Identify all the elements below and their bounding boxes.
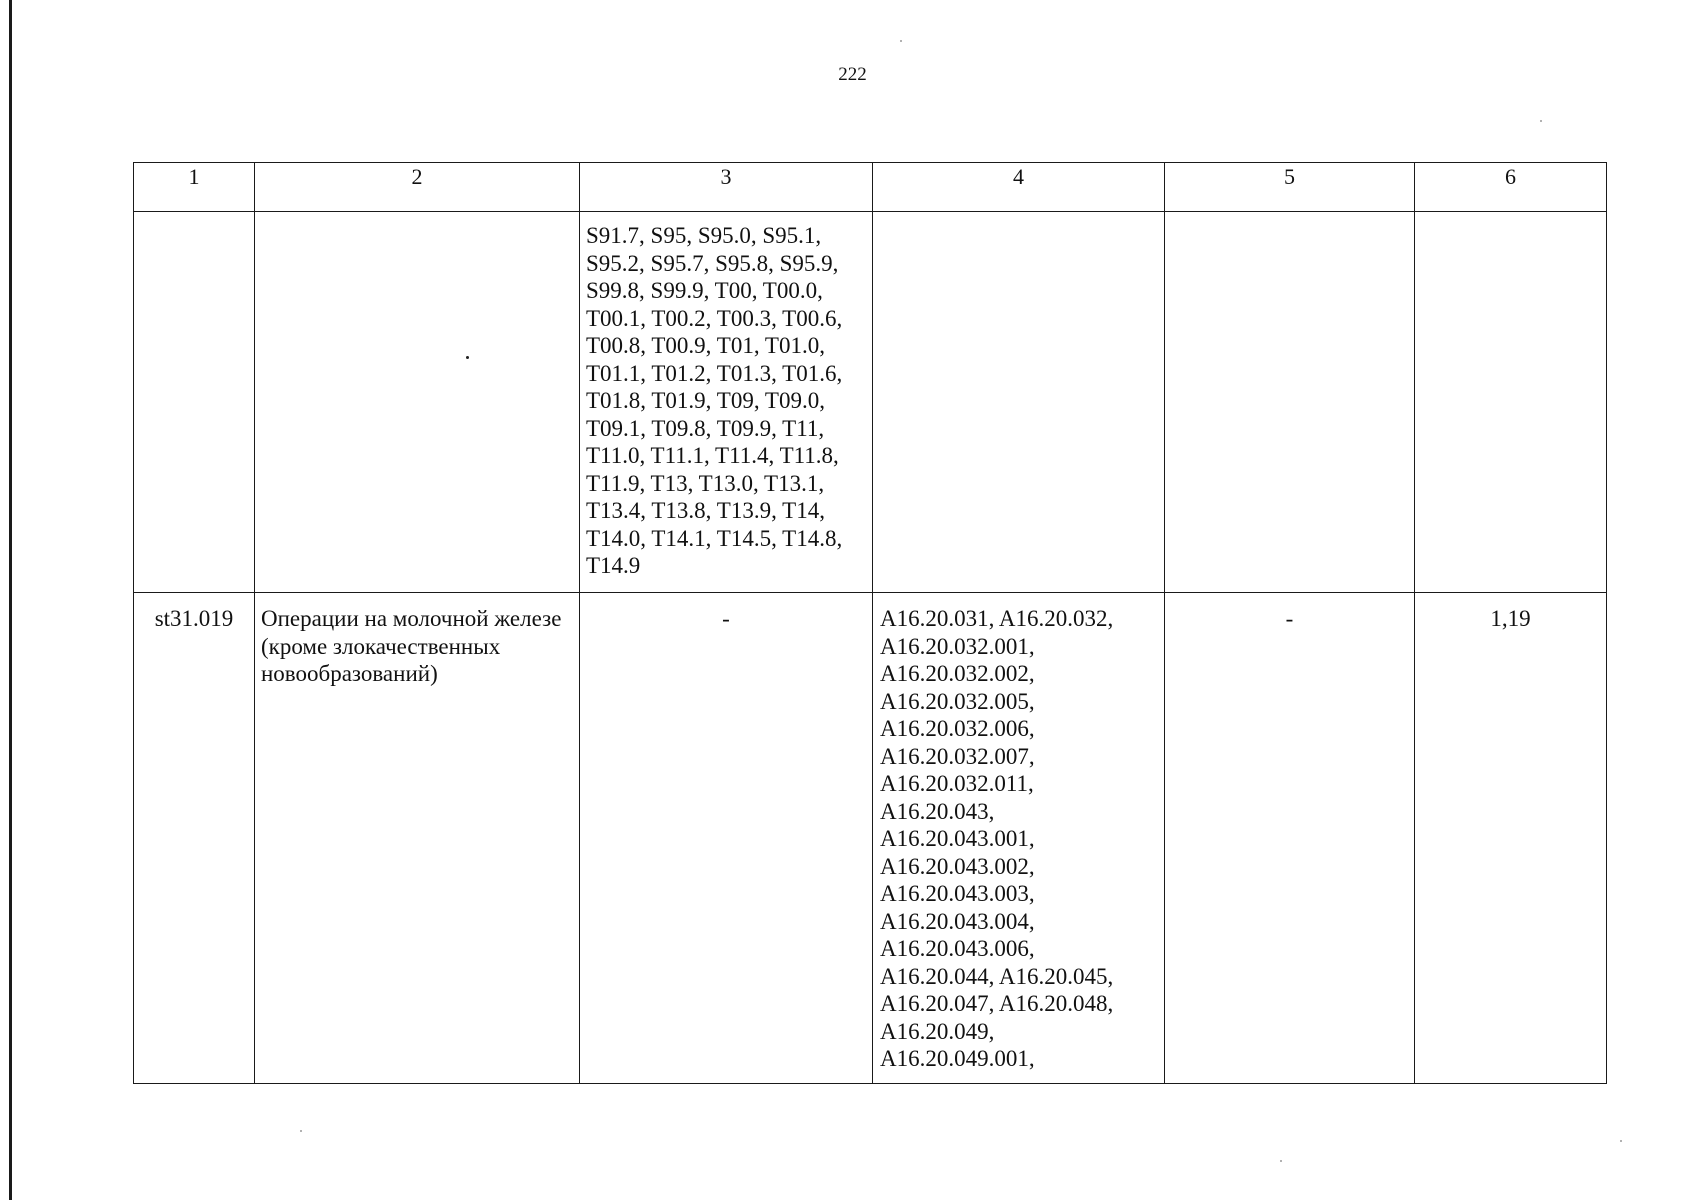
scan-speckle (1620, 1140, 1622, 1142)
column-header-2: 2 (255, 163, 580, 212)
table-cell-coefficient (1415, 212, 1607, 593)
table-header-row (134, 163, 1607, 212)
column-header-3: 3 (580, 163, 873, 212)
table-cell-col5: - (1165, 593, 1415, 1084)
scan-speckle (900, 40, 902, 42)
table-cell-name: Операции на молочной железе (кроме злокачественных новообразований) (255, 593, 580, 1084)
table-cell-diagnosis-codes: - (580, 593, 873, 1084)
table-cell-procedure-codes (873, 212, 1165, 593)
column-header-6: 6 (1415, 163, 1607, 212)
column-header-5: 5 (1165, 163, 1415, 212)
table-cell-code: st31.019 (134, 593, 255, 1084)
scan-speckle (1540, 120, 1542, 122)
scan-binding-edge (9, 0, 12, 1200)
scan-speckle (466, 356, 469, 359)
table-cell-name (255, 212, 580, 593)
table-row (134, 593, 1607, 1084)
table-cell-coefficient: 1,19 (1415, 593, 1607, 1084)
scan-speckle (300, 1130, 302, 1132)
table-cell-diagnosis-codes: S91.7, S95, S95.0, S95.1, S95.2, S95.7, S95.8, S95.9, S99.8, S99.9, T00, T00.0, T00.1, T00.2, T00.3, T00.6, T00.8, T00.9, T01, T01.0, T01.1, T01.2, T01.3, T01.6, T01.8, T01.9, T09, T09.0, T09.1, T09.8, T09.9, T11, T11.0, T11.1, T11.4, T11.8, T11.9, T13, T13.0, T13.1, T13.4, T13.8, T13.9, T14, T14.0, T14.1, T14.5, T14.8, T14.9 (580, 212, 873, 593)
table-row (134, 212, 1607, 593)
table-cell-col5 (1165, 212, 1415, 593)
document-table (133, 162, 1607, 1084)
table-cell-code (134, 212, 255, 593)
column-header-4: 4 (873, 163, 1165, 212)
table-cell-procedure-codes: A16.20.031, A16.20.032, A16.20.032.001, A16.20.032.002, A16.20.032.005, A16.20.032.006, A16.20.032.007, A16.20.032.011, A16.20.043, A16.20.043.001, A16.20.043.002, A16.20.043.003, A16.20.043.004, A16.20.043.006, A16.20.044, A16.20.045, A16.20.047, A16.20.048, A16.20.049, A16.20.049.001, (873, 593, 1165, 1084)
column-header-1: 1 (134, 163, 255, 212)
scan-speckle (1280, 1160, 1282, 1162)
page-number: 222 (838, 64, 867, 85)
